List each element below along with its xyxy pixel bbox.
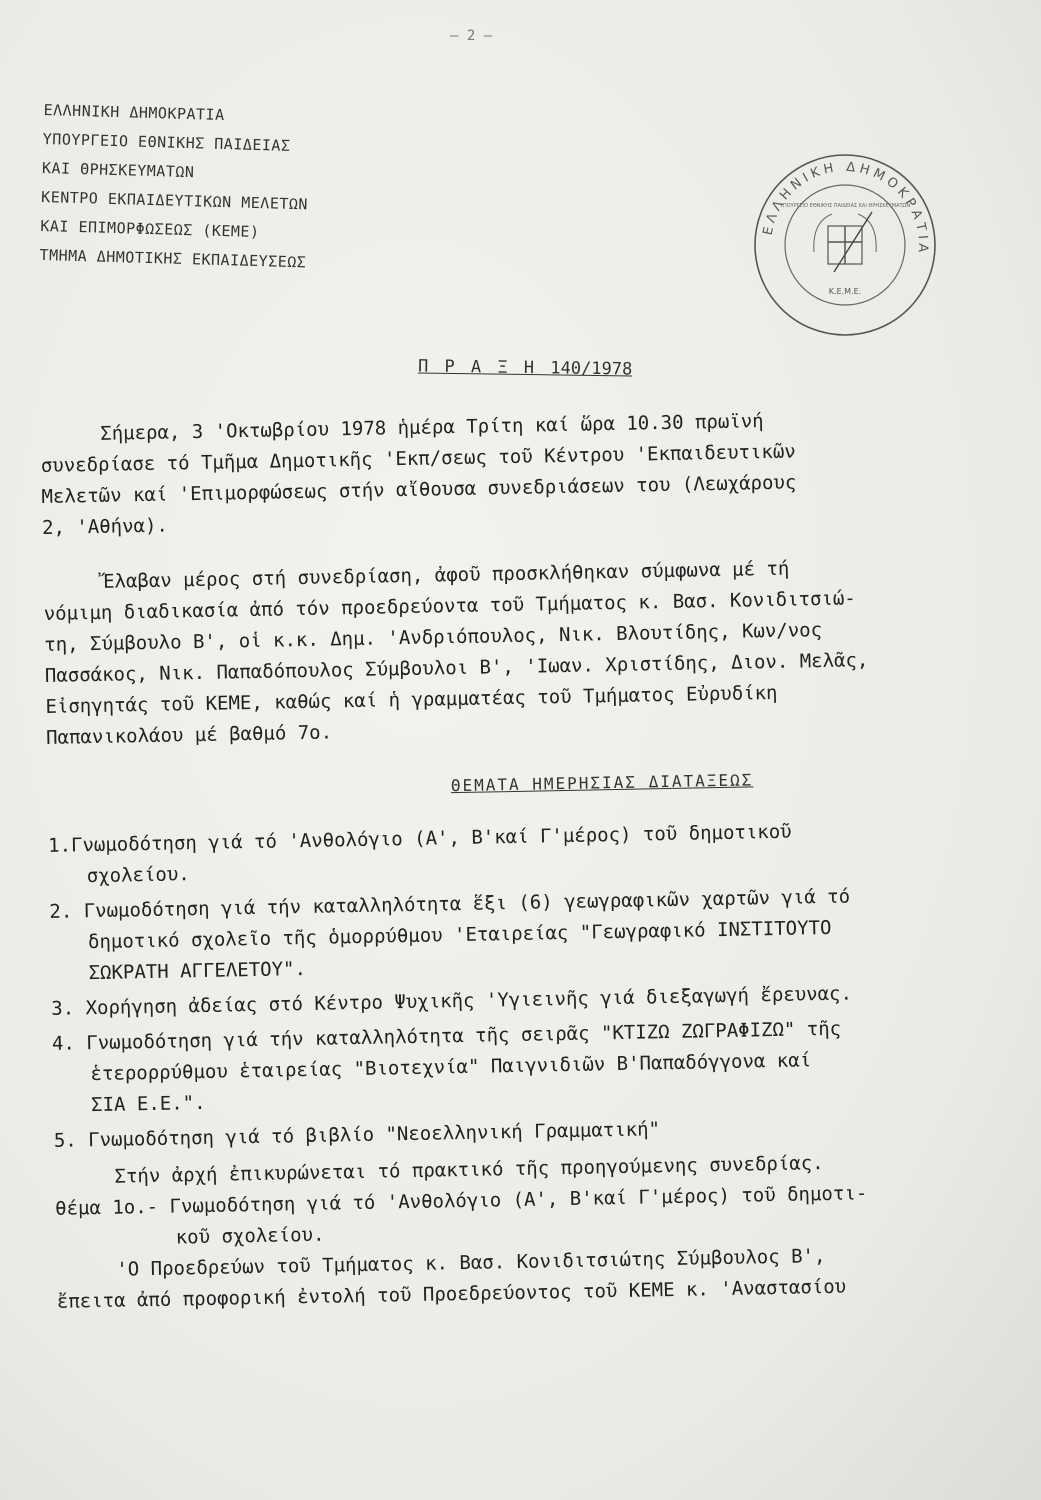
letterhead-line: ΥΠΟΥΡΓΕΙΟ ΕΘΝΙΚΗΣ ΠΑΙΔΕΙΑΣ	[42, 129, 291, 155]
text-line: Σήμερα, 3 'Οκτωβρίου 1978 ἡμέρα Τρίτη καί ὥρα 10.30 πρωϊνή	[100, 410, 764, 445]
agenda-item	[52, 1010, 1041, 1122]
text-line: 1.Γνωμοδότηση γιά τό 'Ανθολόγιο (Α', Β'καί Γ'μέρος) τοῦ δημοτικοῦ	[47, 820, 792, 857]
seal-ring-text: ΕΛΛΗΝΙΚΗ ΔΗΜΟΚΡΑΤΙΑ	[760, 159, 931, 257]
page-marker: — 2 —	[450, 28, 493, 44]
text-line: Παπανικολάου μέ βαθμό 7ο.	[45, 721, 333, 749]
approval-line: Στήν ἀρχή ἐπικυρώνεται τό πρακτικό τῆς προηγούμενης συνεδρίας.	[114, 1152, 824, 1188]
document-body	[40, 401, 1041, 1342]
theme-line: θέμα 1ο.- Γνωμοδότηση γιά τό 'Ανθολόγιο (Α', Β'καί Γ'μέρος) τοῦ δημοτι-	[54, 1182, 868, 1220]
text-line: ΣΩΚΡΑΤΗ ΑΓΓΕΛΕΤΟΥ".	[88, 957, 307, 985]
text-line: ἑτερορρύθμου ἑταιρείας "Βιοτεχνία" Παιγνιδιῶν Β'Παπαδόγγονα καί	[90, 1049, 812, 1086]
act-title	[418, 357, 633, 380]
text-line: ἔπειτα ἀπό προφορική ἐντολή τοῦ Προεδρεύοντος τοῦ ΚΕΜΕ κ. 'Αναστασίου	[56, 1275, 847, 1313]
letterhead-line: ΕΛΛΗΝΙΚΗ ΔΗΜΟΚΡΑΤΙΑ	[43, 100, 225, 125]
official-seal-stamp	[752, 152, 938, 338]
text-line: συνεδρίασε τό Τμῆμα Δημοτικῆς 'Εκπ/σεως τοῦ Κέντρου 'Εκπαιδευτικῶν	[40, 440, 796, 477]
closing-section	[54, 1144, 1041, 1318]
text-line: Ἔλαβαν μέρος στή συνεδρίαση, ἀφοῦ προσκλήθηκαν σύμφωνα μέ τή	[102, 557, 790, 593]
text-line: 5. Γνωμοδότηση γιά τό βιβλίο "Νεοελληνική Γραμματική"	[53, 1118, 661, 1152]
opening-paragraph	[40, 401, 1032, 544]
text-line: σχολείου.	[86, 863, 190, 888]
seal-bottom-text: Κ.Ε.Μ.Ε.	[828, 287, 862, 296]
act-title-label: Π Ρ Α Ξ Η	[417, 356, 538, 379]
text-line: 'Ο Προεδρεύων τοῦ Τμήματος κ. Βασ. Κονιδιτσιώτης Σύμβουλος Β',	[116, 1245, 826, 1281]
text-line: τη, Σύμβουλο Β', οἱ κ.κ. Δημ. 'Ανδριόπουλος, Νικ. Βλουτίδης, Κων/νος	[44, 619, 823, 656]
text-line: 2. Γνωμοδότηση γιά τήν καταλληλότητα ἕξι (6) γεωγραφικῶν χαρτῶν γιά τό	[49, 885, 851, 923]
seal-inner-text: ΥΠΟΥΡΓΕΙΟ ΕΘΝΙΚΗΣ ΠΑΙΔΕΙΑΣ ΚΑΙ ΘΡΗΣΚΕΥΜΑΤΩΝ	[779, 203, 911, 209]
letterhead-line: ΚΕΝΤΡΟ ΕΚΠΑΙΔΕΥΤΙΚΩΝ ΜΕΛΕΤΩΝ	[40, 187, 309, 214]
text-line: 3. Χορήγηση ἀδείας στό Κέντρο Ψυχικῆς 'Υγιεινῆς γιά διεξαγωγή ἔρευνας.	[51, 982, 853, 1020]
letterhead	[39, 96, 464, 282]
coat-of-arms-icon	[814, 212, 876, 272]
letterhead-line: ΚΑΙ ΕΠΙΜΟΡΦΩΣΕΩΣ (ΚΕΜΕ)	[40, 216, 260, 242]
text-line: 2, 'Αθήνα).	[41, 514, 169, 539]
agenda-heading: ΘΕΜΑΤΑ ΗΜΕΡΗΣΙΑΣ ΔΙΑΤΑΞΕΩΣ	[450, 770, 754, 796]
text-line: Εἰσηγητάς τοῦ ΚΕΜΕ, καθώς καί ἡ γραμματέας τοῦ Τμήματος Εὐρυδίκη	[45, 681, 778, 718]
attendance-paragraph	[43, 549, 1036, 754]
agenda-item	[49, 878, 1041, 990]
agenda-list	[48, 812, 1041, 1157]
text-line: Μελετῶν καί 'Επιμορφώσεως στήν αἴθουσα συνεδριάσεων του (Λεωχάρους	[41, 471, 797, 508]
text-line: δημοτικό σχολεῖο τῆς ὁμορρύθμου 'Εταιρείας "Γεωγραφικό ΙΝΣΤΙΤΟΥΤΟ	[87, 916, 832, 954]
text-line: ΣΙΑ Ε.Ε.".	[90, 1091, 206, 1117]
theme-line: κοῦ σχολείου.	[175, 1223, 325, 1249]
letterhead-line: ΚΑΙ ΘΡΗΣΚΕΥΜΑΤΩΝ	[41, 158, 195, 182]
text-line: νόμιμη διαδικασία ἀπό τόν προεδρεύοντα τοῦ Τμήματος κ. Βασ. Κονιδιτσιώ-	[43, 587, 856, 625]
text-line: Πασσάκος, Νικ. Παπαδόπουλος Σύμβουλοι Β', 'Ιωαν. Χριστίδης, Διον. Μελᾶς,	[44, 649, 869, 687]
act-number: 140/1978	[550, 358, 633, 380]
text-line: 4. Γνωμοδότηση γιά τήν καταλληλότητα τῆς σειρᾶς "ΚΤΙΖΩ ΖΩΓΡΑΦΙΖΩ" τῆς	[51, 1017, 842, 1055]
letterhead-line: ΤΜΗΜΑ ΔΗΜΟΤΙΚΗΣ ΕΚΠΑΙΔΕΥΣΕΩΣ	[39, 245, 307, 272]
